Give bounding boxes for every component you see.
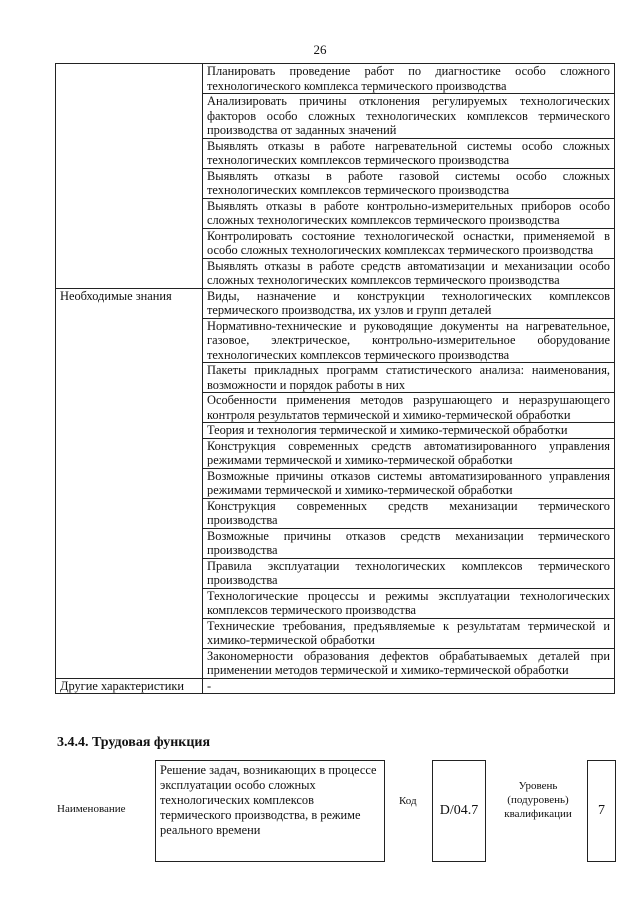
row-text: Технологические процессы и режимы эксплуатации технологических комплексов термического производства	[203, 588, 615, 618]
row-text: Выявлять отказы в работе нагревательной системы особо сложных технологических комплексов термического производства	[203, 138, 615, 168]
table-row	[56, 288, 615, 318]
name-label: Наименование	[57, 803, 126, 815]
row-text: Теория и технология термической и химико-термической обработки	[203, 423, 615, 439]
code-label: Код	[399, 795, 417, 807]
row-text: Контролировать состояние технологической оснастки, применяемой в особо сложных технологических комплексах термического производства	[203, 228, 615, 258]
row-text: Возможные причины отказов средств механизации термического производства	[203, 528, 615, 558]
function-name-box: Решение задач, возникающих в процессе эксплуатации особо сложных технологических комплексов термического производства, в режиме реального времени	[155, 760, 385, 862]
row-label-necessary-knowledge: Необходимые знания	[56, 288, 203, 678]
row-text: Конструкция современных средств механизации термического производства	[203, 498, 615, 528]
function-code-box: D/04.7	[432, 760, 486, 862]
qualification-level-box: 7	[587, 760, 616, 862]
table-row	[56, 678, 615, 694]
row-text: -	[203, 678, 615, 694]
row-text: Выявлять отказы в работе контрольно-измерительных приборов особо сложных технологических комплексов термического производства	[203, 198, 615, 228]
row-text: Анализировать причины отклонения регулируемых технологических факторов особо сложных технологических комплексов термического производства от заданных значений	[203, 94, 615, 139]
table-row	[56, 64, 615, 94]
level-label-line: Уровень	[518, 780, 558, 792]
row-text: Виды, назначение и конструкции технологических комплексов термического производства, их узлов и групп деталей	[203, 288, 615, 318]
page-number: 26	[313, 42, 327, 57]
row-text: Конструкция современных средств автоматизированного управления режимами термической и химико-термической обработки	[203, 438, 615, 468]
row-text: Нормативно-технические и руководящие документы на нагревательное, газовое, электрическое, контрольно-измерительное оборудование технологических комплексов термического производства	[203, 318, 615, 363]
row-label	[56, 64, 203, 289]
row-text: Пакеты прикладных программ статистического анализа: наименования, возможности и порядок работы в них	[203, 363, 615, 393]
row-text: Планировать проведение работ по диагностике особо сложного технологического комплекса термического производства	[203, 64, 615, 94]
row-label-other-characteristics: Другие характеристики	[56, 678, 203, 694]
requirements-table-body	[56, 64, 615, 694]
section-title: 3.4.4. Трудовая функция	[57, 735, 211, 750]
row-text: Технические требования, предъявляемые к результатам термической и химико-термической обработки	[203, 618, 615, 648]
qualification-level-label	[494, 779, 582, 821]
row-text: Выявлять отказы в работе газовой системы особо сложных технологических комплексов термического производства	[203, 168, 615, 198]
row-text: Закономерности образования дефектов обрабатываемых деталей при применении методов термической и химико-термической обработки	[203, 648, 615, 678]
row-text: Особенности применения методов разрушающего и неразрушающего контроля результатов термической и химико-термической обработки	[203, 393, 615, 423]
requirements-table	[55, 63, 615, 694]
row-text: Возможные причины отказов системы автоматизированного управления режимами термической и химико-термической обработки	[203, 468, 615, 498]
row-text: Выявлять отказы в работе средств автоматизации и механизации особо сложных технологических комплексов термического производства	[203, 258, 615, 288]
row-text: Правила эксплуатации технологических комплексов термического производства	[203, 558, 615, 588]
level-label-line: квалификации	[504, 808, 572, 820]
level-label-line: (подуровень)	[507, 794, 569, 806]
